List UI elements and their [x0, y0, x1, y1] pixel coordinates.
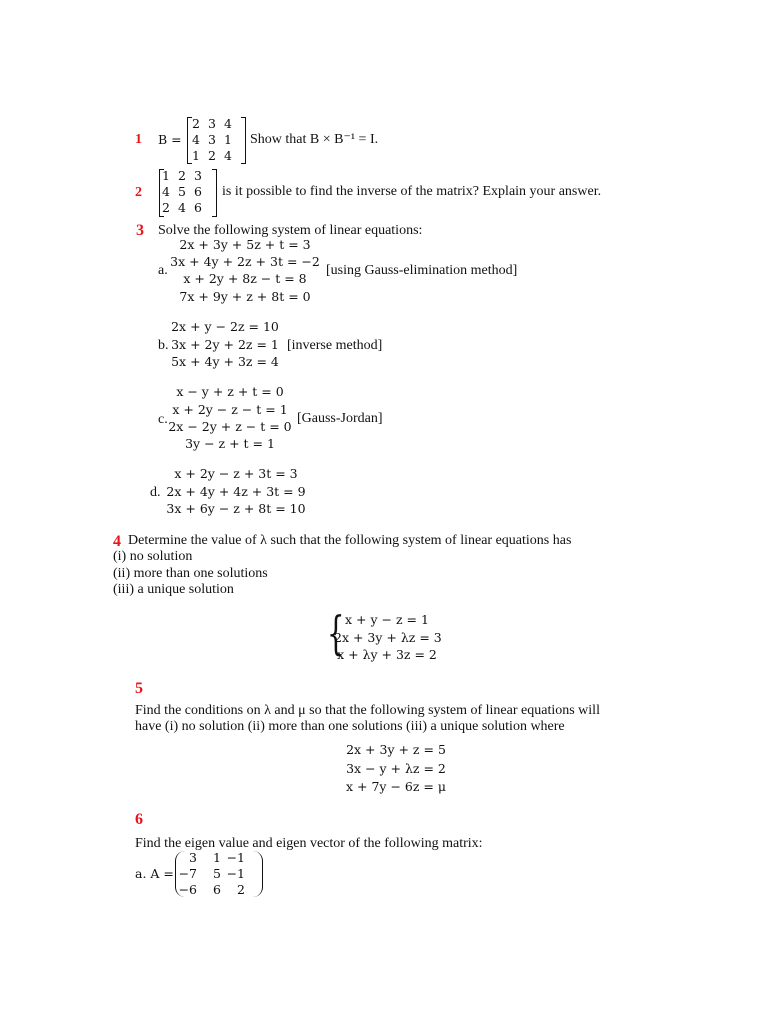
equation: 3x + 2y + 2z = 1 [171, 337, 279, 352]
part-label: c. [158, 412, 168, 427]
right-bracket [212, 169, 217, 217]
matrix-cell: 6 [213, 882, 221, 897]
equation: x + 2y − z + 3t = 3 [174, 466, 298, 481]
matrix-cell: −7 [178, 866, 197, 881]
equation: 3x − y + λz = 2 [346, 761, 446, 776]
matrix-cell: 5 [178, 184, 186, 199]
matrix-cell: 4 [224, 148, 232, 163]
matrix-cell: 2 [178, 168, 186, 183]
option-ii: (ii) more than one solutions [113, 566, 268, 581]
matrix-a [175, 850, 247, 898]
matrix-cell: 1 [162, 168, 170, 183]
equation: 3y − z + t = 1 [185, 436, 275, 451]
method-note: [using Gauss-elimination method] [326, 263, 518, 278]
matrix [156, 168, 204, 216]
equation: 5x + 4y + 3z = 4 [171, 354, 279, 369]
equation: 7x + 9y + z + 8t = 0 [179, 289, 311, 304]
matrix-cell: 6 [194, 200, 202, 215]
question-intro: Find the eigen value and eigen vector of the following matrix: [135, 836, 483, 851]
equation: 2x + 3y + 5z + t = 3 [179, 237, 311, 252]
equation: 2x + 3y + λz = 3 [334, 630, 442, 645]
matrix-b [186, 116, 234, 164]
option-iii: (iii) a unique solution [113, 582, 234, 597]
matrix-cell: 1 [192, 148, 200, 163]
equation: 2x + 3y + z = 5 [346, 742, 446, 757]
part-label: a. [158, 263, 168, 278]
matrix-cell: 2 [208, 148, 216, 163]
right-bracket [241, 117, 246, 164]
matrix-cell: 5 [213, 866, 221, 881]
option-i: (i) no solution [113, 549, 193, 564]
question-number: 4 [113, 533, 121, 550]
question-number: 6 [135, 811, 143, 828]
equation: x + 2y − z − t = 1 [172, 402, 288, 417]
matrix-cell: 1 [213, 850, 221, 865]
equation: x − y + z + t = 0 [176, 384, 284, 399]
equation: 2x + 4y + 4z + 3t = 9 [166, 484, 306, 499]
matrix-cell: 4 [162, 184, 170, 199]
question-number: 5 [135, 680, 143, 697]
question-intro: Solve the following system of linear equations: [158, 223, 423, 238]
question-intro: Determine the value of λ such that the following system of linear equations has [128, 533, 572, 548]
question-number: 1 [135, 132, 142, 147]
matrix-label: a. A = [135, 866, 174, 881]
matrix-cell: 3 [208, 116, 216, 131]
equation: 3x + 6y − z + 8t = 10 [166, 501, 306, 516]
matrix-cell: −1 [226, 850, 245, 865]
equation: 2x + y − 2z = 10 [171, 319, 279, 334]
right-paren [252, 851, 263, 897]
equation: 3x + 4y + 2z + 3t = −2 [170, 254, 320, 269]
matrix-label: B = [158, 132, 182, 147]
matrix-cell: 4 [224, 116, 232, 131]
matrix-cell: 2 [192, 116, 200, 131]
question-line-2: have (i) no solution (ii) more than one solutions (iii) a unique solution where [135, 719, 565, 734]
question-number: 3 [136, 222, 144, 239]
equation: x + 7y − 6z = μ [346, 779, 446, 794]
matrix-cell: 3 [189, 850, 197, 865]
question-line-1: Find the conditions on λ and μ so that the following system of linear equations will [135, 703, 600, 718]
equation: x + y − z = 1 [345, 612, 429, 627]
matrix-cell: 2 [237, 882, 245, 897]
left-brace: { [327, 606, 345, 660]
question-number: 2 [135, 185, 142, 200]
question-text: is it possible to find the inverse of the matrix? Explain your answer. [222, 184, 602, 199]
matrix-cell: 1 [224, 132, 232, 147]
equation: 2x − 2y + z − t = 0 [168, 419, 292, 434]
matrix-cell: 6 [194, 184, 202, 199]
method-note: [Gauss-Jordan] [297, 411, 383, 426]
part-label: d. [150, 485, 161, 500]
matrix-cell: 3 [194, 168, 202, 183]
matrix-cell: −6 [178, 882, 197, 897]
part-label: b. [158, 338, 169, 353]
matrix-cell: 2 [162, 200, 170, 215]
question-text: Show that B × B⁻¹ = I. [250, 132, 379, 147]
method-note: [inverse method] [287, 338, 383, 353]
matrix-cell: 4 [178, 200, 186, 215]
matrix-cell: −1 [226, 866, 245, 881]
matrix-cell: 4 [192, 132, 200, 147]
equation: x + 2y + 8z − t = 8 [183, 271, 307, 286]
matrix-cell: 3 [208, 132, 216, 147]
equation: x + λy + 3z = 2 [337, 647, 437, 662]
